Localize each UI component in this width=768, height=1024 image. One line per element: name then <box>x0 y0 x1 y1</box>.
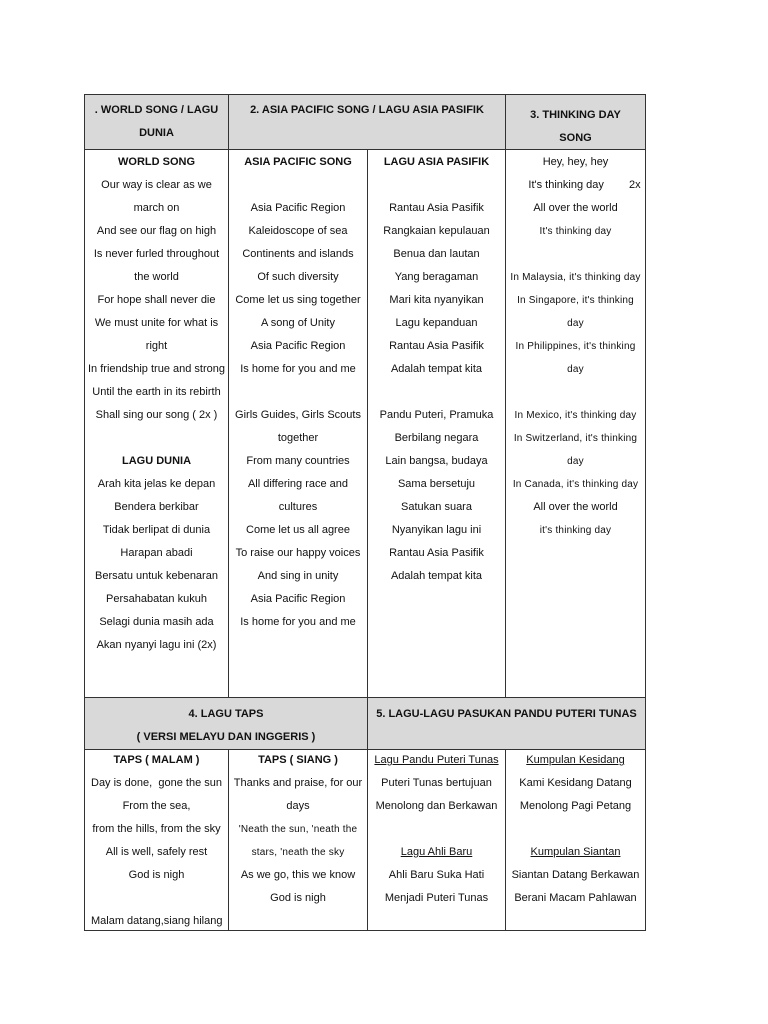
lagu-asia-pasifik-line: Lagu kepanduan <box>395 317 478 329</box>
taps-malam-line <box>85 887 228 910</box>
asia-pacific-line: Come let us all agree <box>246 524 350 536</box>
pandu-col1-line <box>368 818 505 841</box>
lagu-asia-pasifik-line <box>368 174 505 197</box>
asia-pacific-line: Continents and islands <box>242 248 354 260</box>
pandu-col1-line: Puteri Tunas bertujuan <box>381 777 492 789</box>
lagu-dunia-line: Akan nyanyi lagu ini (2x) <box>96 639 217 651</box>
thinking-day-line: All over the world <box>533 202 618 214</box>
cell-pandu-puteri-tunas <box>367 749 506 931</box>
asia-pacific-line: From many countries <box>246 455 350 467</box>
world-song-line: For hope shall never die <box>97 294 216 306</box>
lagu-dunia-line: Tidak berlipat di dunia <box>102 524 211 536</box>
lagu-asia-pasifik-line: Sama bersetuju <box>397 478 476 490</box>
header-lagu-taps-line1: 4. LAGU TAPS <box>188 708 264 720</box>
world-song-line: Is never furled throughout <box>93 248 220 260</box>
asia-pacific-line: Asia Pacific Region <box>250 340 346 352</box>
cell-lagu-asia-pasifik <box>367 149 506 698</box>
lagu-asia-pasifik-line: Lain bangsa, budaya <box>385 455 488 467</box>
thinking-day-line: Hey, hey, hey <box>542 156 609 168</box>
lagu-asia-pasifik-line: Nyanyikan lagu ini <box>391 524 482 536</box>
thinking-day-line-repeat <box>506 174 645 197</box>
lagu-asia-pasifik-line: Yang beragaman <box>394 271 479 283</box>
pandu-col2-line: Menolong Pagi Petang <box>519 800 632 812</box>
header-pandu-puteri <box>367 697 646 750</box>
world-song-line: We must unite for what is <box>94 317 219 329</box>
world-song-line: right <box>145 340 168 352</box>
asia-pacific-line: Asia Pacific Region <box>250 593 346 605</box>
asia-pacific-line <box>229 174 367 197</box>
lagu-dunia-line: Harapan abadi <box>120 547 193 559</box>
header-thinking-day-line1: 3. THINKING DAY <box>530 109 621 121</box>
lagu-asia-pasifik-line: Rantau Asia Pasifik <box>389 340 484 352</box>
taps-malam-last-right: siang hilang <box>163 915 223 927</box>
world-song-line: In friendship true and strong <box>88 363 225 375</box>
thinking-day-line: day <box>567 364 584 375</box>
taps-malam-last-left: Malam datang, <box>91 915 164 927</box>
lagu-asia-pasifik-line: Rantau Asia Pasifik <box>389 202 484 214</box>
thinking-day-line: In Singapore, it's thinking <box>517 295 634 306</box>
header-thinking-day <box>505 94 646 150</box>
lagu-dunia-line: Bersatu untuk kebenaran <box>95 570 218 582</box>
thinking-day-line: day <box>567 318 584 329</box>
asia-pacific-line: And sing in unity <box>257 570 339 582</box>
pandu-col1-line: Ahli Baru Suka Hati <box>388 869 485 881</box>
world-song-line: Until the earth in its rebirth <box>92 386 221 398</box>
thinking-day-line: In Mexico, it's thinking day <box>514 410 637 421</box>
header-lagu-taps-line2: ( VERSI MELAYU DAN INGGERIS ) <box>136 731 316 743</box>
lagu-dunia-line: Bendera berkibar <box>114 501 199 513</box>
taps-malam-line-right: gone the sun <box>158 777 222 789</box>
taps-siang-line: God is nigh <box>270 892 326 904</box>
cell-world-song <box>84 149 229 698</box>
taps-siang-line: stars, 'neath the sky <box>251 847 345 858</box>
world-song-line: Our way is clear as we <box>101 179 212 191</box>
taps-malam-line: All is well, safely rest <box>105 846 208 858</box>
world-song-line: And see our flag on high <box>96 225 217 237</box>
thinking-day-line: day <box>567 456 584 467</box>
taps-siang-line: 'Neath the sun, 'neath the <box>238 824 358 835</box>
lagu-dunia-line: Selagi dunia masih ada <box>99 616 214 628</box>
lagu-dunia-line: Persahabatan kukuh <box>106 593 207 605</box>
asia-pacific-line: Asia Pacific Region <box>250 202 346 214</box>
thinking-day-line-text: It's thinking day <box>528 179 604 191</box>
world-song-line: the world <box>134 271 179 283</box>
lagu-ahli-baru-title: Lagu Ahli Baru <box>400 846 473 858</box>
taps-malam-line-left: Day is done, <box>91 777 153 789</box>
world-song-title: WORLD SONG <box>118 156 195 168</box>
thinking-day-line: In Canada, it's thinking day <box>512 479 639 490</box>
lagu-dunia-title: LAGU DUNIA <box>121 455 192 467</box>
lagu-asia-pasifik-line: Adalah tempat kita <box>390 570 483 582</box>
thinking-day-line <box>506 243 645 266</box>
cell-taps-malam <box>84 749 229 931</box>
pandu-col1-line: Menolong dan Berkawan <box>375 800 498 812</box>
asia-pacific-line: cultures <box>278 501 318 513</box>
asia-pacific-line: Kaleidoscope of sea <box>248 225 348 237</box>
lagu-asia-pasifik-line: Rangkaian kepulauan <box>383 225 490 237</box>
asia-pacific-line: All differing race and <box>247 478 349 490</box>
asia-pacific-line <box>229 381 367 404</box>
thinking-day-line: It's thinking day <box>539 226 612 237</box>
header-world-song <box>84 94 229 150</box>
pandu-col2-line: Siantan Datang Berkawan <box>511 869 640 881</box>
pandu-col2-line <box>506 818 645 841</box>
lagu-asia-pasifik-line: Adalah tempat kita <box>390 363 483 375</box>
thinking-day-line: In Switzerland, it's thinking <box>513 433 638 444</box>
kumpulan-kesidang-title: Kumpulan Kesidang <box>526 754 625 766</box>
thinking-day-repeat-marker: 2x <box>628 179 641 191</box>
lagu-asia-pasifik-line: Pandu Puteri, Pramuka <box>379 409 494 421</box>
header-asia-pacific <box>228 94 506 150</box>
asia-pacific-line: together <box>277 432 319 444</box>
taps-siang-title: TAPS ( SIANG ) <box>258 754 338 766</box>
header-asia-pacific-label: 2. ASIA PACIFIC SONG / LAGU ASIA PASIFIK <box>250 104 484 116</box>
taps-siang-line: Thanks and praise, for our <box>233 777 363 789</box>
thinking-day-line: In Malaysia, it's thinking day <box>510 272 641 283</box>
lagu-asia-pasifik-line: Benua dan lautan <box>393 248 480 260</box>
lagu-asia-pasifik-line: Mari kita nyanyikan <box>389 294 484 306</box>
asia-pacific-line: Come let us sing together <box>235 294 361 306</box>
asia-pacific-line: A song of Unity <box>261 317 335 329</box>
thinking-day-line: it's thinking day <box>539 525 612 536</box>
world-song-line: Shall sing our song ( 2x ) <box>95 409 218 421</box>
asia-pacific-line: Girls Guides, Girls Scouts <box>235 409 361 421</box>
world-song-line: march on <box>133 202 180 214</box>
pandu-col2-line: Kami Kesidang Datang <box>519 777 632 789</box>
thinking-day-line: All over the world <box>533 501 618 513</box>
taps-malam-line: from the hills, from the sky <box>92 823 221 835</box>
cell-kumpulan <box>505 749 646 931</box>
taps-malam-line <box>85 772 228 795</box>
asia-pacific-line: To raise our happy voices <box>235 547 361 559</box>
cell-thinking-day <box>505 149 646 698</box>
header-lagu-taps <box>84 697 368 750</box>
lagu-asia-pasifik-line: Rantau Asia Pasifik <box>389 547 484 559</box>
cell-taps-siang <box>228 749 368 931</box>
taps-malam-title: TAPS ( MALAM ) <box>113 754 200 766</box>
pandu-col1-line: Menjadi Puteri Tunas <box>384 892 489 904</box>
thinking-day-line: In Philippines, it's thinking <box>515 341 636 352</box>
asia-pacific-line: Of such diversity <box>257 271 339 283</box>
header-world-song-line2: DUNIA <box>139 127 174 139</box>
lagu-asia-pasifik-line: Berbilang negara <box>394 432 479 444</box>
lagu-pandu-puteri-tunas-title: Lagu Pandu Puteri Tunas <box>374 754 499 766</box>
taps-malam-line: God is nigh <box>128 869 185 881</box>
thinking-day-line <box>506 381 645 404</box>
cell-asia-pacific-song <box>228 149 368 698</box>
kumpulan-siantan-title: Kumpulan Siantan <box>530 846 621 858</box>
lagu-dunia-line: Arah kita jelas ke depan <box>97 478 216 490</box>
lagu-asia-pasifik-title: LAGU ASIA PASIFIK <box>383 156 490 168</box>
taps-malam-line <box>85 910 228 933</box>
taps-siang-line: days <box>286 800 310 812</box>
asia-pacific-line: Is home for you and me <box>240 363 356 375</box>
taps-siang-line: As we go, this we know <box>240 869 356 881</box>
header-world-song-line1: . WORLD SONG / LAGU <box>94 104 219 116</box>
taps-malam-line: From the sea, <box>122 800 191 812</box>
lagu-asia-pasifik-line <box>368 381 505 404</box>
header-thinking-day-line2: SONG <box>559 132 592 144</box>
header-pandu-puteri-label: 5. LAGU-LAGU PASUKAN PANDU PUTERI TUNAS <box>376 708 637 720</box>
pandu-col2-line: Berani Macam Pahlawan <box>514 892 637 904</box>
lagu-asia-pasifik-line: Satukan suara <box>401 501 472 513</box>
asia-pacific-line: Is home for you and me <box>240 616 356 628</box>
asia-pacific-song-title: ASIA PACIFIC SONG <box>244 156 352 168</box>
